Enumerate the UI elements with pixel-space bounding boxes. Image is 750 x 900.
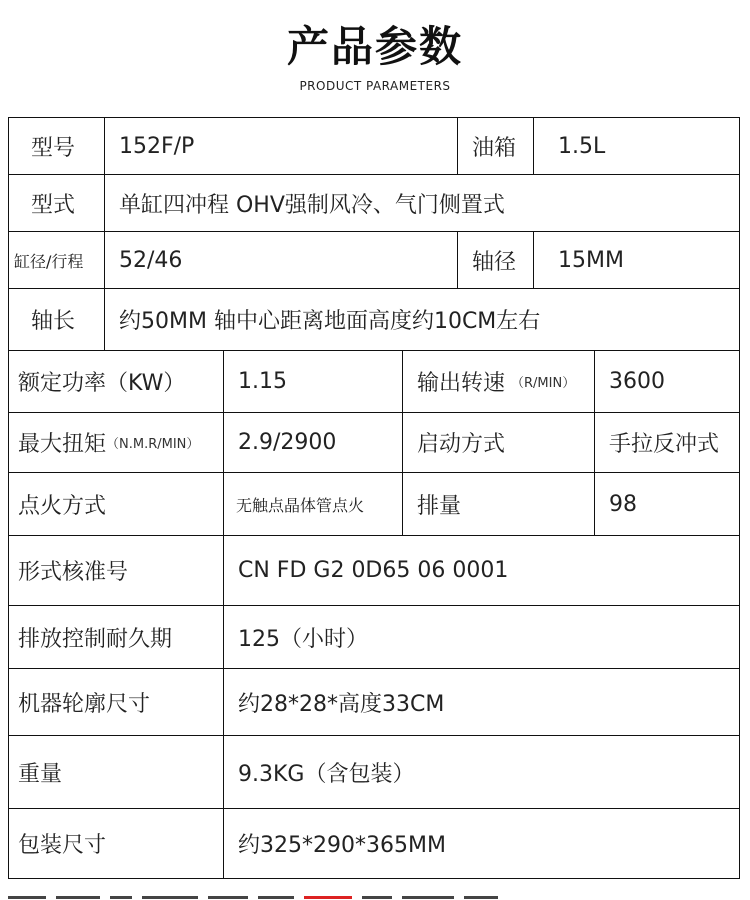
table-row [9,350,739,412]
shaft-diameter-label: 轴径 [457,232,533,288]
page-title: 产品参数 [286,22,463,71]
approval-label: 形式核准号 [18,560,129,585]
shaft-diameter-value: 15MM [533,232,739,288]
emission-label: 排放控制耐久期 [18,626,173,652]
output-speed-value: 3600 [594,351,739,412]
start-method-label: 启动方式 [402,413,594,472]
table-row [9,535,739,605]
cut-off-text-strip [8,889,528,900]
table-row [9,412,739,472]
table-row [9,605,739,668]
output-speed-label: 输出转速 [417,371,506,396]
displacement-value: 98 [594,473,739,535]
model-label: 型号 [31,135,76,161]
rated-power-value: 1.15 [223,351,402,412]
parameters-table [8,117,740,879]
page-subtitle: PRODUCT PARAMETERS [299,79,451,93]
max-torque-value: 2.9/2900 [223,413,402,472]
type-label: 型式 [31,192,76,218]
output-speed-unit: （R/MIN） [511,376,576,391]
emission-value: 125（小时） [223,606,739,668]
table-row [9,735,739,808]
table-row [9,174,739,231]
package-value: 约325*290*365MM [223,809,739,878]
approval-value: CN FD G2 0D65 06 0001 [223,536,739,605]
bore-stroke-label: 缸径/行程 [14,251,84,271]
shaft-length-value: 约50MM 轴中心距离地面高度约10CM左右 [104,289,739,350]
table-row [9,808,739,878]
table-row [9,668,739,735]
max-torque-cell [9,413,223,472]
table-row [9,288,739,350]
tank-value: 1.5L [533,118,739,174]
rated-power-label: 额定功率（KW） [18,371,186,396]
ignition-label: 点火方式 [18,493,107,519]
table-row [9,472,739,535]
package-label: 包装尺寸 [18,833,107,858]
table-row [9,231,739,288]
ignition-value: 无触点晶体管点火 [223,473,402,535]
shaft-length-label: 轴长 [31,309,76,334]
displacement-label: 排量 [402,473,594,535]
output-speed-cell [402,351,594,412]
table-row [9,118,739,174]
model-value: 152F/P [104,118,457,174]
weight-value: 9.3KG（含包装） [223,736,739,808]
tank-label: 油箱 [457,118,533,174]
max-torque-unit: （N.M.R/MIN） [106,437,200,452]
dimensions-label: 机器轮廓尺寸 [18,691,151,717]
type-value: 单缸四冲程 OHV强制风冷、气门侧置式 [104,175,739,231]
weight-label: 重量 [18,761,63,787]
max-torque-label: 最大扭矩 [18,432,107,457]
bore-stroke-value: 52/46 [104,232,457,288]
dimensions-value: 约28*28*高度33CM [223,669,739,735]
start-method-value: 手拉反冲式 [594,413,739,472]
